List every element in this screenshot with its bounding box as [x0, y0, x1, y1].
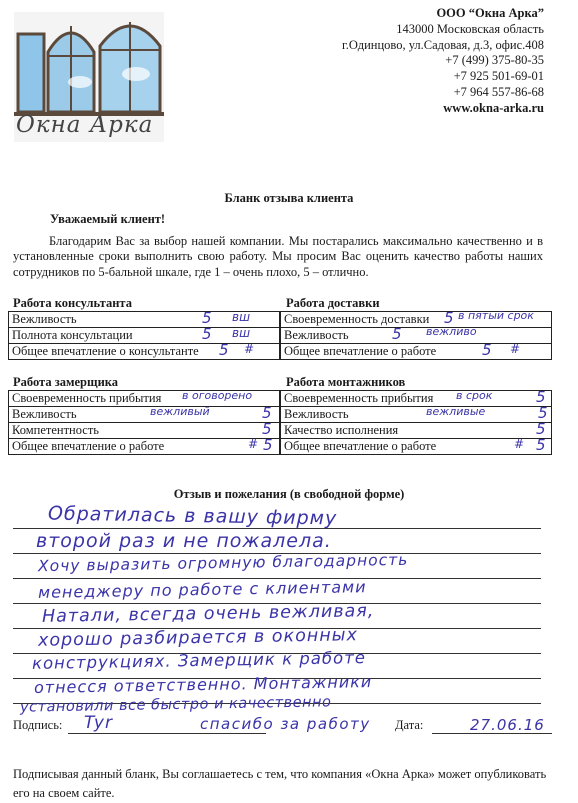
address-line-1: 143000 Московская область: [396, 21, 544, 36]
handwritten-line: отнесся ответственно. Монтажники: [33, 672, 373, 697]
handwritten-note: в пятый срок: [458, 309, 534, 322]
handwritten-line: конструкциях. Замерщик к работе: [31, 648, 367, 673]
phone-2: +7 925 501-69-01: [453, 69, 544, 84]
phone-1: +7 (499) 375-80-35: [445, 53, 544, 68]
handwritten-line: второй раз и не пожалела.: [36, 530, 332, 552]
handwritten-line: хорошо разбирается в оконных: [37, 625, 359, 651]
table-row: [9, 439, 280, 455]
date-label: Дата:: [395, 718, 424, 732]
row-label: Вежливость: [281, 328, 552, 344]
row-label: Качество исполнения: [281, 423, 552, 439]
table-row: [281, 439, 552, 455]
signature-line: [68, 733, 266, 734]
handwritten-line: Натали, всегда очень вежливая,: [41, 601, 375, 627]
table-row: [9, 344, 280, 360]
handwritten-note: в срок: [456, 389, 493, 402]
handwritten-score: 5: [536, 436, 546, 454]
row-label: Своевременность прибытия: [9, 391, 280, 407]
table-row: [281, 391, 552, 407]
handwritten-score: 5: [536, 420, 546, 438]
row-label: Общее впечатление о работе: [281, 344, 552, 360]
handwritten-score: 5: [262, 420, 272, 438]
handwritten-score: 5: [219, 341, 229, 359]
table-row: [9, 423, 280, 439]
row-label: Полнота консультации: [9, 328, 280, 344]
logo-text: Окна Арка: [16, 112, 154, 138]
form-title: Бланк отзыва клиента: [224, 191, 354, 205]
row-label: Компетентность: [9, 423, 280, 439]
handwritten-score: 5: [392, 325, 402, 343]
handwritten-note: #: [248, 437, 259, 451]
handwritten-note: вежливо: [426, 325, 477, 338]
table-heading-measurer: Работа замерщика: [13, 375, 119, 389]
row-label: Вежливость: [281, 407, 552, 423]
company-name: ООО “Окна Арка”: [436, 6, 544, 20]
row-label: Общее впечатление о работе: [9, 439, 280, 455]
handwritten-line: Обратилась в вашу фирму: [47, 502, 338, 530]
company-address-block: [342, 6, 544, 117]
table-heading-installers: Работа монтажников: [286, 375, 406, 389]
handwritten-date: 27.06.16: [470, 716, 545, 734]
table-row: [281, 423, 552, 439]
table-row: [9, 407, 280, 423]
table-row: [281, 407, 552, 423]
handwritten-line: Хочу выразить огромную благодарность: [37, 550, 409, 576]
row-label: Общее впечатление о консультанте: [9, 344, 280, 360]
consent-footer: Подписывая данный бланк, Вы соглашаетесь с тем, что компания «Окна Арка» может опубликовать его на своем сайте.: [13, 767, 547, 800]
row-label: Вежливость: [9, 407, 280, 423]
intro-paragraph: [13, 234, 543, 280]
handwritten-note: #: [510, 342, 521, 356]
handwritten-line: менеджеру по работе с клиентами: [37, 577, 367, 602]
handwritten-line: установили все быстро и качественно: [19, 694, 332, 716]
website-link[interactable]: www.okna-arka.ru: [443, 100, 544, 115]
handwritten-note: спасибо за работу: [200, 715, 371, 733]
handwritten-note: в оговорено: [182, 389, 253, 402]
handwritten-score: 5: [444, 309, 454, 327]
table-heading-consultant: Работа консультанта: [13, 296, 132, 310]
row-label: Своевременность доставки: [281, 312, 552, 328]
row-label: Общее впечатление о работе: [281, 439, 552, 455]
handwritten-note: вежливый: [150, 405, 210, 418]
greeting: Уважаемый клиент!: [50, 212, 166, 226]
table-heading-delivery: Работа доставки: [286, 296, 380, 310]
intro-text: Благодарим Вас за выбор нашей компании. Мы постарались максимально качественно и в установленные сроки выполнить свою работу. Мы просим Вас оценить качество работы наших сотрудников по 5-бальной шкале, где 1 – очень плохо, 5 – отлично.: [13, 234, 543, 279]
handwritten-score: 5: [202, 325, 212, 343]
handwritten-note: #: [514, 437, 525, 451]
handwritten-note: вежливые: [426, 405, 486, 418]
handwritten-score: 5: [202, 309, 212, 327]
handwritten-note: вш: [232, 326, 251, 340]
handwritten-score: 5: [482, 341, 492, 359]
row-label: Своевременность прибытия: [281, 391, 552, 407]
installers-table: [280, 390, 552, 455]
handwritten-note: вш: [232, 310, 251, 324]
handwritten-score: 5: [536, 388, 546, 406]
phone-3: +7 964 557-86-68: [453, 84, 544, 99]
handwritten-signature: Tyr: [84, 713, 113, 733]
address-line-2: г.Одинцово, ул.Садовая, д.3, офис.408: [342, 37, 544, 52]
feedback-heading: Отзыв и пожелания (в свободной форме): [173, 487, 405, 501]
row-label: Вежливость: [9, 312, 280, 328]
handwritten-note: #: [244, 342, 255, 356]
handwritten-score: 5: [263, 436, 273, 454]
handwritten-score: 5: [262, 404, 272, 422]
handwritten-score: 5: [538, 404, 548, 422]
signature-label: Подпись:: [13, 718, 63, 732]
